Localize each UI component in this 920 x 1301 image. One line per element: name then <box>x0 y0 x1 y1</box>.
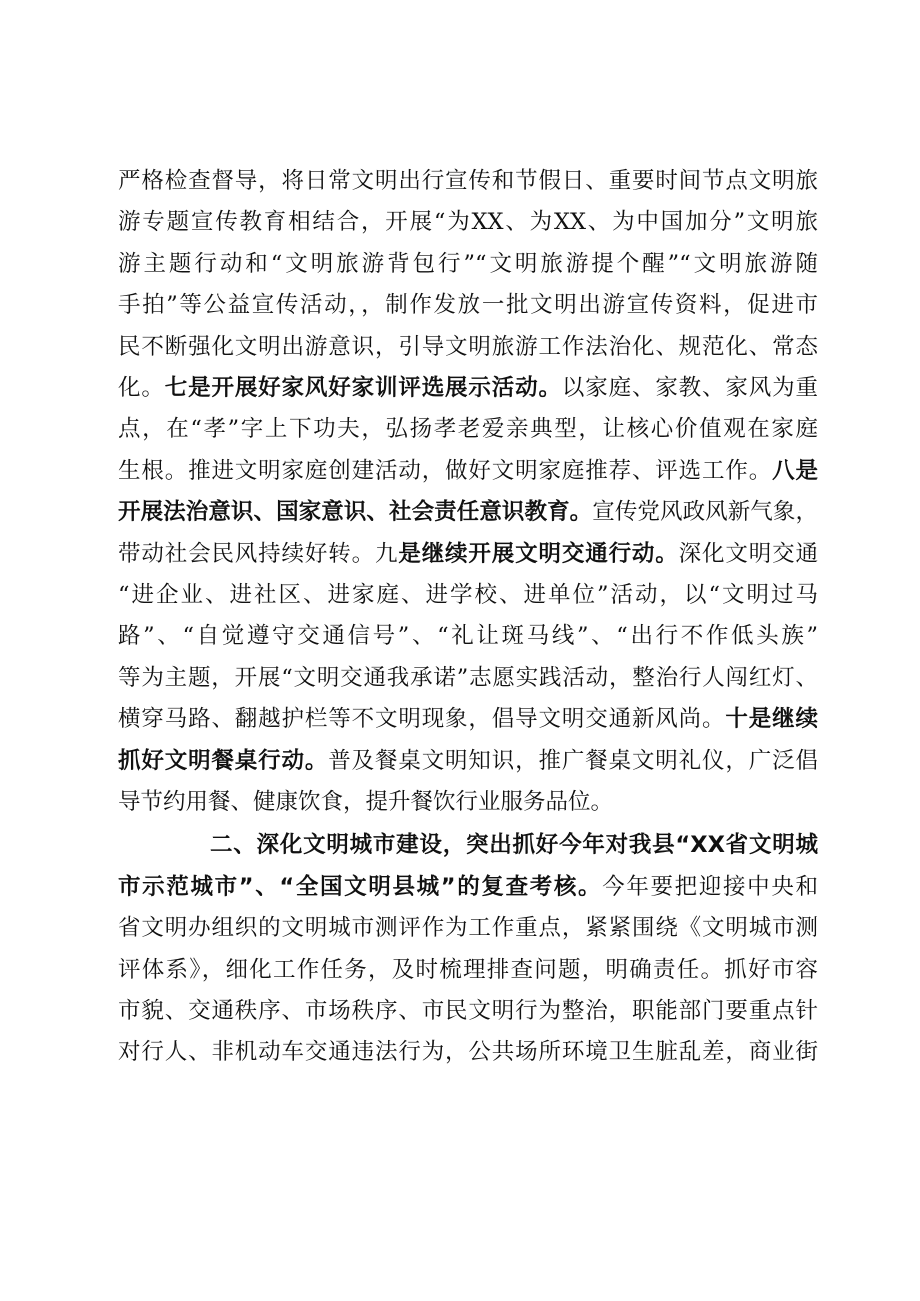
bold-text-segment: 七是开展好家风好家训评选展示活动。 <box>164 375 562 401</box>
text-segment: 省文明办组织的文明城市测评作为工作重点，紧紧围绕《文明城市测 <box>118 915 818 942</box>
bold-text-segment: 二、深化文明城市建设，突出抓好今年对我县“XX省文明城 <box>210 832 818 859</box>
text-line <box>118 370 818 406</box>
text-line <box>118 329 818 365</box>
bold-text-segment: 八是 <box>772 457 818 484</box>
bold-text-segment: 抓好文明餐桌行动。 <box>118 747 329 774</box>
text-segment: 导节约用餐、健康饮食，提升餐饮行业服务品位。 <box>118 789 614 815</box>
text-line <box>118 577 818 613</box>
text-line <box>118 869 818 905</box>
text-line <box>118 163 818 199</box>
bold-text-segment: 市示范城市”、“全国文明县城”的复查考核。 <box>118 873 603 900</box>
text-line <box>118 743 818 779</box>
text-segment: 今年要把迎接中央和 <box>602 873 818 900</box>
text-line <box>118 453 818 489</box>
text-segment: 深化文明交通 <box>678 540 818 567</box>
text-line <box>118 701 818 737</box>
text-segment: 游专题宣传教育相结合，开展“为XX、为XX、为中国加分”文明旅 <box>118 209 818 236</box>
bold-text-segment: 开展法治意识、国家意识、社会责任意识教育。 <box>118 499 593 526</box>
text-line <box>118 618 818 654</box>
text-line <box>118 411 818 447</box>
text-segment: 严格检查督导，将日常文明出行宣传和节假日、重要时间节点文明旅 <box>118 168 818 194</box>
text-line <box>118 246 818 282</box>
text-segment: 点，在“孝”字上下功夫，弘扬孝老爱亲典型，让核心价值观在家庭 <box>118 416 818 443</box>
text-line <box>118 1034 818 1070</box>
text-segment: 评体系》，细化工作任务，及时梳理排查问题，明确责任。抓好市容 <box>118 956 818 983</box>
text-line <box>118 660 818 696</box>
text-line <box>118 287 818 323</box>
bold-text-segment: 十是继续 <box>725 706 818 733</box>
text-segment: 宣传党风政风新气象， <box>592 499 818 526</box>
text-line <box>118 494 818 530</box>
text-segment: “进企业、进社区、进家庭、进学校、进单位”活动，以“文明过马 <box>118 582 818 608</box>
text-segment: 民不断强化文明出游意识，引导文明旅游工作法治化、规范化、常态 <box>118 333 818 360</box>
text-line <box>118 993 818 1029</box>
text-segment: 路”、“自觉遵守交通信号”、“礼让斑马线”、“出行不作低头族” <box>118 623 818 650</box>
text-line <box>118 827 818 863</box>
text-line <box>118 204 818 240</box>
text-line <box>118 952 818 988</box>
text-segment: 普及餐桌文明知识，推广餐桌文明礼仪，广泛倡 <box>328 747 818 774</box>
text-segment: 市貌、交通秩序、市场秩序、市民文明行为整治，职能部门要重点针 <box>118 998 818 1024</box>
text-line <box>118 784 818 820</box>
text-segment: 游主题行动和“文明旅游背包行”“文明旅游提个醒”“文明旅游随 <box>118 250 818 277</box>
text-line <box>118 536 818 572</box>
text-line <box>118 910 818 946</box>
text-segment: 等为主题，开展“文明交通我承诺”志愿实践活动，整治行人闯红灯、 <box>118 664 818 691</box>
bold-text-segment: 是继续开展文明交通行动。 <box>398 540 679 567</box>
text-segment: 生根。推进文明家庭创建活动，做好文明家庭推荐、评选工作。 <box>118 457 773 484</box>
text-segment: 带动社会民风持续好转。九 <box>118 540 399 567</box>
text-segment: 对行人、非机动车交通违法行为，公共场所环境卫生脏乱差，商业街 <box>118 1039 818 1066</box>
text-segment: 手拍”等公益宣传活动，，制作发放一批文明出游宣传资料，促进市 <box>118 292 818 319</box>
text-segment: 横穿马路、翻越护栏等不文明现象，倡导文明交通新风尚。 <box>118 706 726 733</box>
text-segment: 化。 <box>118 375 165 401</box>
text-segment: 以家庭、家教、家风为重 <box>561 375 818 401</box>
